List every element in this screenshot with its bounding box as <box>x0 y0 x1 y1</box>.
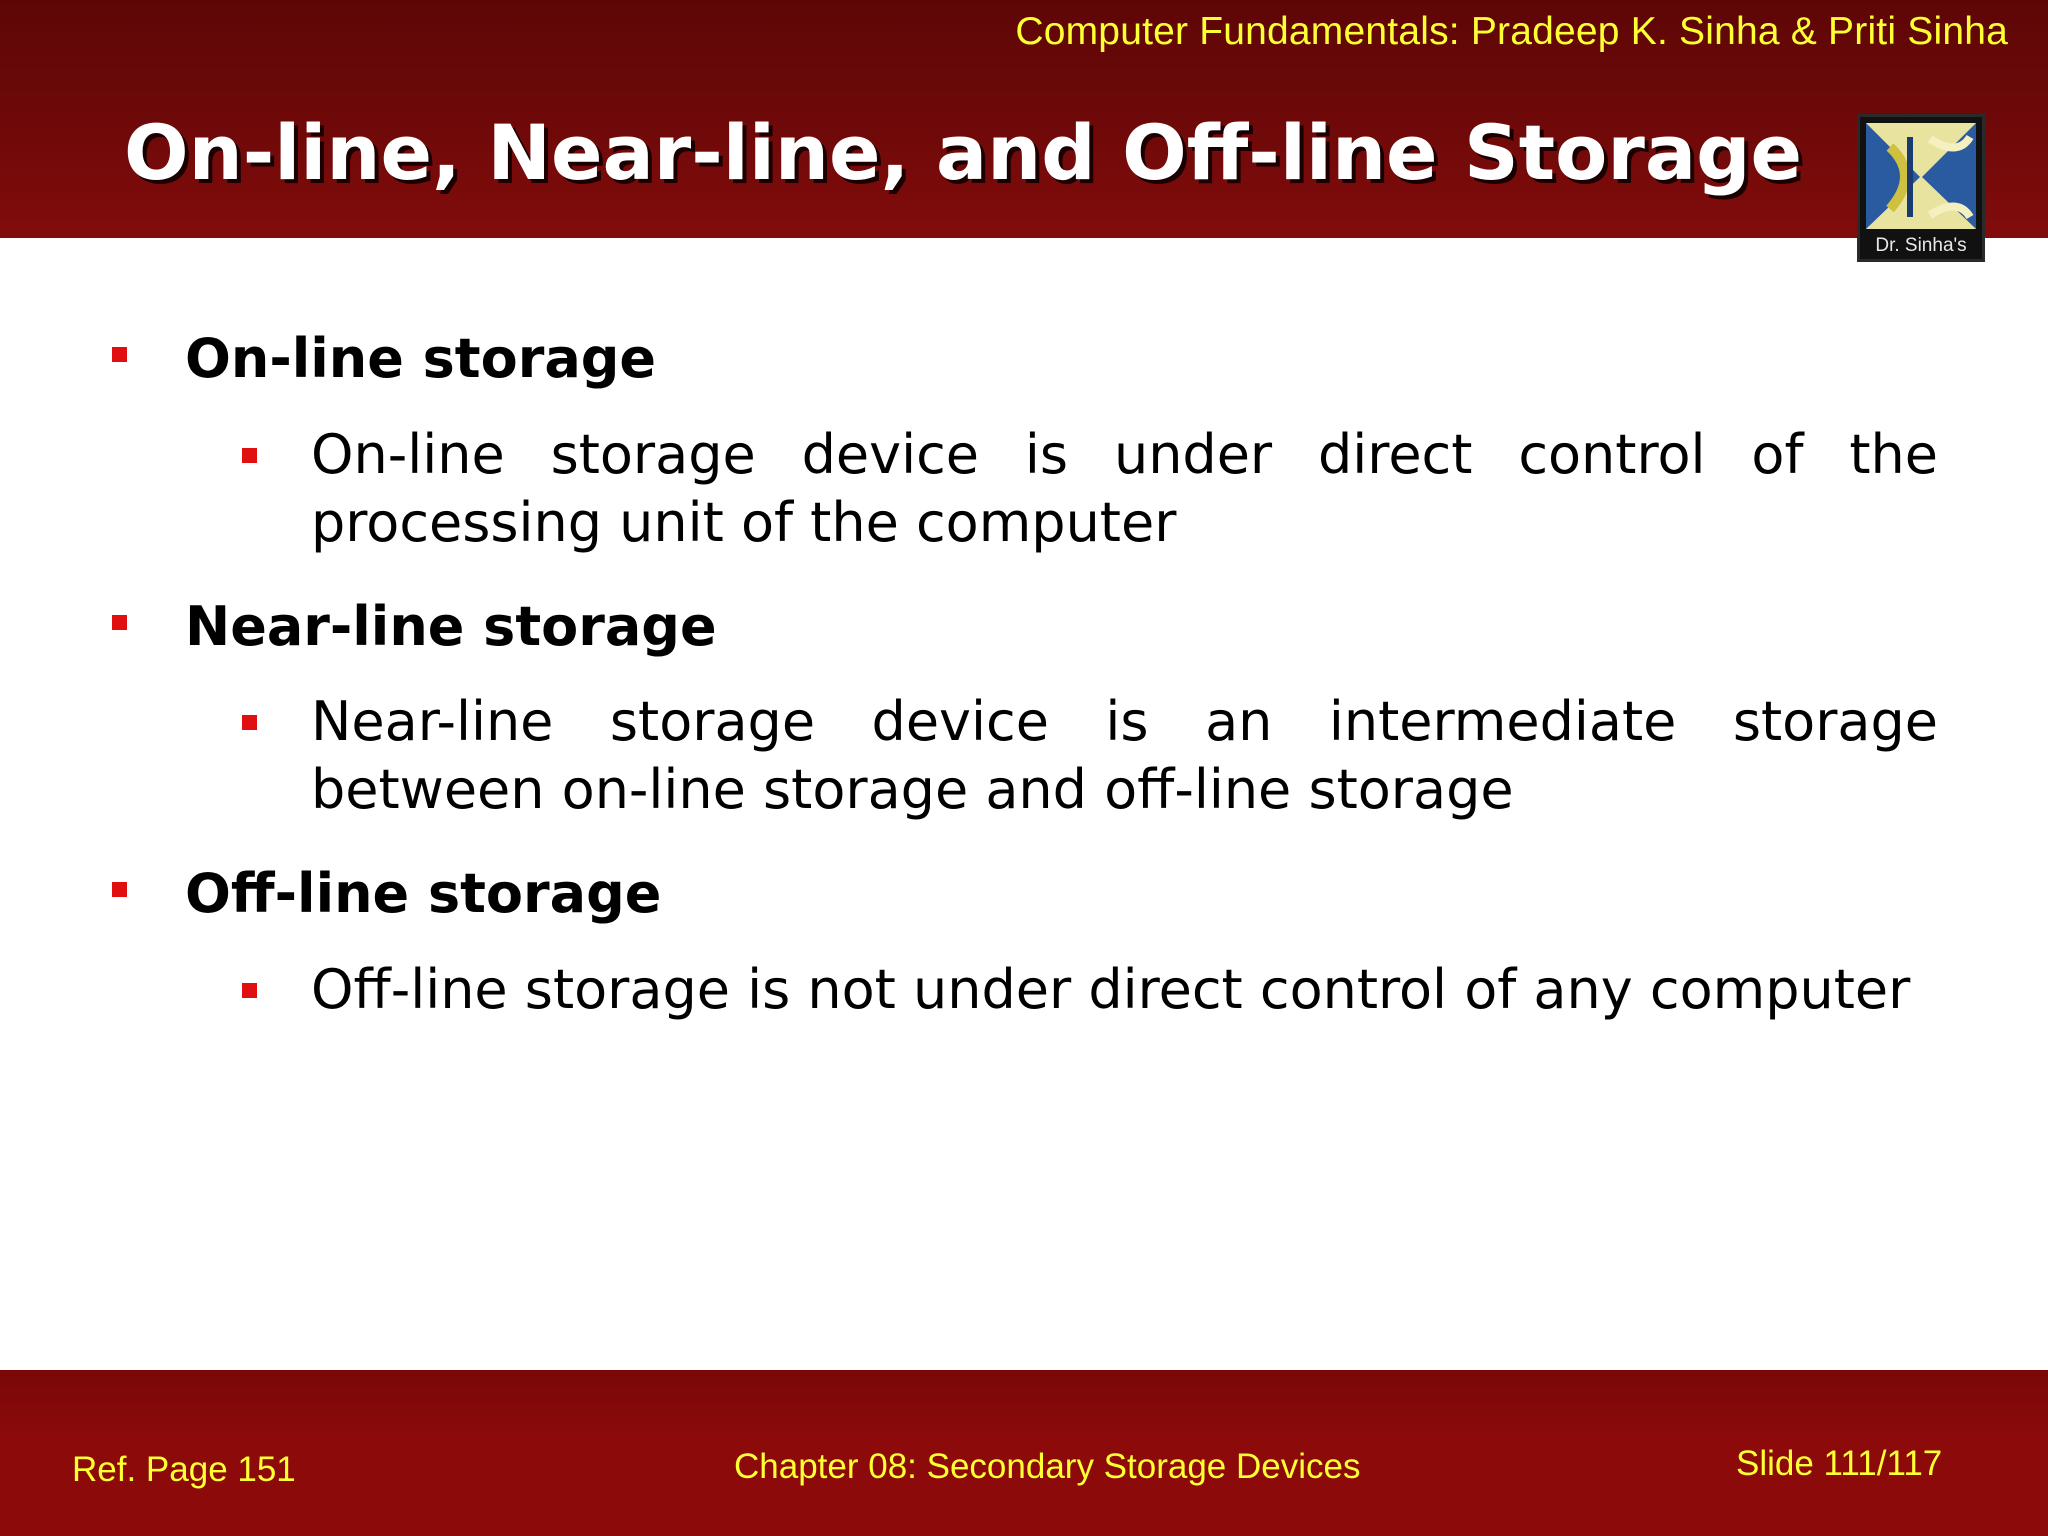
bullet-square <box>242 448 257 463</box>
header-credit: Computer Fundamentals: Pradeep K. Sinha & Priti Sinha <box>1015 10 2008 53</box>
chapter-label: Chapter 08: Secondary Storage Devices <box>734 1447 1361 1486</box>
ref-page: Ref. Page 151 <box>72 1450 296 1489</box>
bullet-square <box>112 347 127 362</box>
logo-label: Dr. Sinha's <box>1875 235 1967 256</box>
bullet-square <box>242 715 257 730</box>
bullet-square <box>242 983 257 998</box>
slide-title: On-line, Near-line, and Off-line Storage <box>124 108 1803 197</box>
section-heading: On-line storage <box>185 327 657 390</box>
slide-header <box>0 0 2048 238</box>
slide-number: Slide 111/117 <box>1736 1444 1943 1483</box>
logo-graphic <box>1860 117 1982 235</box>
section-heading: Near-line storage <box>185 595 717 658</box>
section-heading: Off-line storage <box>185 862 662 925</box>
section-text: Off-line storage is not under direct control of any computer <box>311 958 1911 1021</box>
bullet-square <box>112 882 127 897</box>
bullet-square <box>112 615 127 630</box>
section-text: Near-line storage device is an intermediate storage between on-line storage and off-line storage <box>311 690 1938 821</box>
slide-footer <box>0 1370 2048 1536</box>
author-logo <box>1857 114 1985 262</box>
section-text: On-line storage device is under direct control of the processing unit of the computer <box>311 423 1938 554</box>
